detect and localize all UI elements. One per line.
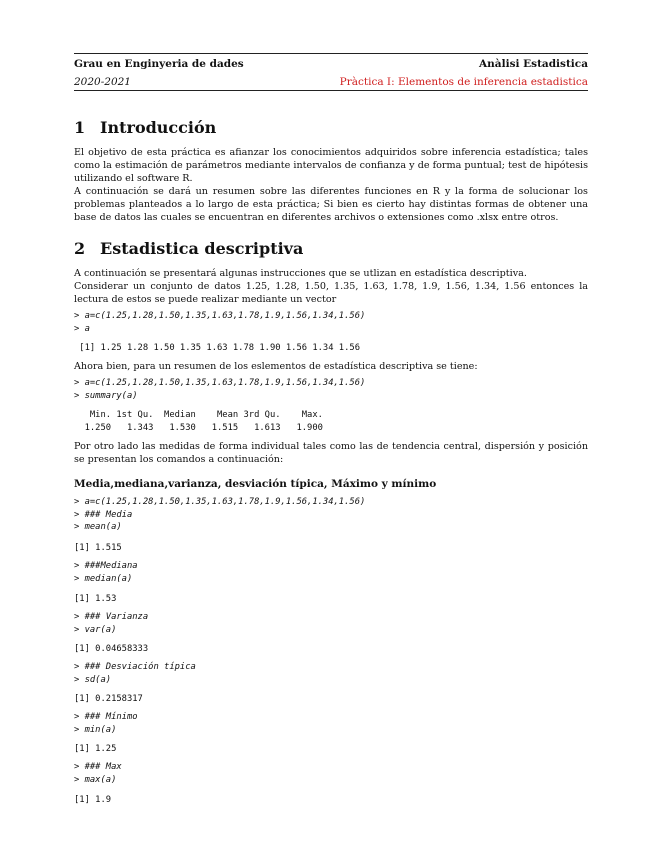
descriptive-paragraph-2: Considerar un conjunto de datos 1.25, 1.28, 1.50, 1.35, 1.63, 1.78, 1.9, 1.56, 1.34, 1.56 entonces la lectura de estos se puede realizar mediante un vector <box>74 281 588 305</box>
output-median <box>74 593 116 606</box>
output-line: [1] 1.9 <box>74 795 112 805</box>
output-line: [1] 0.2158317 <box>74 694 143 704</box>
code-line: > var(a) <box>74 624 117 635</box>
code-line: > ### Media <box>74 509 133 520</box>
output-mean <box>74 542 122 555</box>
practice-title: Pràctica I: Elementos de inferencia estadistica <box>339 76 588 88</box>
output-line: Min. 1st Qu. Median Mean 3rd Qu. Max. <box>74 410 323 420</box>
measures-intro <box>74 440 588 466</box>
code-line: > ### Max <box>74 762 122 772</box>
output-min <box>74 743 116 756</box>
output-line: [1] 1.25 1.28 1.50 1.35 1.63 1.78 1.90 1.56 1.34 1.56 <box>74 343 360 353</box>
section-2-title: Estadistica descriptiva <box>100 239 304 258</box>
code-line: > ### Varianza <box>74 612 149 622</box>
summary-intro <box>74 360 588 373</box>
code-block-vector <box>74 310 365 335</box>
code-line: > summary(a) <box>74 390 138 401</box>
code-block-variance <box>74 611 148 636</box>
output-line: [1] 1.25 <box>74 744 117 754</box>
code-block-summary <box>74 377 365 402</box>
output-max <box>74 794 111 807</box>
output-line: [1] 1.53 <box>74 594 117 604</box>
intro-paragraph-2: A continuación se dará un resumen sobre las diferentes funciones en R y la forma de solucionar los problemas planteados a lo largo de esta práctica; Si bien es cierto hay distintas formas de obtener una base de datos las cuales se encuentran en diferentes archivos o extensiones como .xlsx entre otros. <box>74 186 588 223</box>
measures-paragraph: Por otro lado las medidas de forma individual tales como las de tendencia central, dispersión y posición se presentan los comandos a continuación: <box>74 441 588 465</box>
summary-paragraph: Ahora bien, para un resumen de los eslementos de estadística descriptiva se tiene: <box>74 361 478 372</box>
code-line: > median(a) <box>74 573 133 584</box>
code-block-max <box>74 761 122 786</box>
measures-subheading: Media,mediana,varianza, desviación típica, Máximo y mínimo <box>74 478 437 490</box>
code-block-mean <box>74 496 365 534</box>
academic-year: 2020-2021 <box>74 76 131 88</box>
section-2-number: 2 <box>74 239 86 258</box>
section-1-body <box>74 146 588 224</box>
output-line: [1] 1.515 <box>74 543 122 553</box>
code-line: > mean(a) <box>74 522 122 532</box>
code-line: > max(a) <box>74 774 117 785</box>
code-line: > min(a) <box>74 724 117 735</box>
section-2-heading <box>74 239 303 258</box>
code-line: > ### Mínimo <box>74 712 138 722</box>
code-line: > ###Mediana <box>74 561 138 571</box>
code-line: > ### Desviación típica <box>74 662 196 672</box>
code-line: > a=c(1.25,1.28,1.50,1.35,1.63,1.78,1.9,1.56,1.34,1.56) <box>74 311 366 321</box>
code-block-sd <box>74 661 196 686</box>
section-1-number: 1 <box>74 118 86 137</box>
section-1-title: Introducción <box>100 118 217 137</box>
course-name: Grau en Enginyeria de dades <box>74 58 244 70</box>
code-line: > a=c(1.25,1.28,1.50,1.35,1.63,1.78,1.9,1.56,1.34,1.56) <box>74 378 366 388</box>
intro-paragraph-1: El objetivo de esta práctica es afianzar los conocimientos adquiridos sobre inferencia estadística; tales como la estimación de parámetros mediante intervalos de confianza y de forma puntual; test de hipótesis utilizando el software R. <box>74 147 588 184</box>
code-line: > a <box>74 323 90 334</box>
subject-name: Anàlisi Estadistica <box>479 58 588 70</box>
output-line: [1] 0.04658333 <box>74 644 149 654</box>
output-line: 1.250 1.343 1.530 1.515 1.613 1.900 <box>74 422 323 433</box>
descriptive-paragraph-1: A continuación se presentará algunas instrucciones que se utlizan en estadística descriptiva. <box>74 268 527 279</box>
output-variance <box>74 643 148 656</box>
code-line: > sd(a) <box>74 674 112 685</box>
header-row-2 <box>74 76 588 88</box>
section-2-intro <box>74 267 588 306</box>
header-rule-top <box>74 53 588 54</box>
code-block-median <box>74 560 138 585</box>
output-vector <box>74 342 360 355</box>
code-block-min <box>74 711 138 736</box>
output-summary <box>74 409 323 434</box>
section-1-heading <box>74 118 216 137</box>
header-rule-bottom <box>74 90 588 91</box>
code-line: > a=c(1.25,1.28,1.50,1.35,1.63,1.78,1.9,1.56,1.34,1.56) <box>74 497 366 507</box>
output-sd <box>74 693 143 706</box>
header-row-1 <box>74 58 588 70</box>
